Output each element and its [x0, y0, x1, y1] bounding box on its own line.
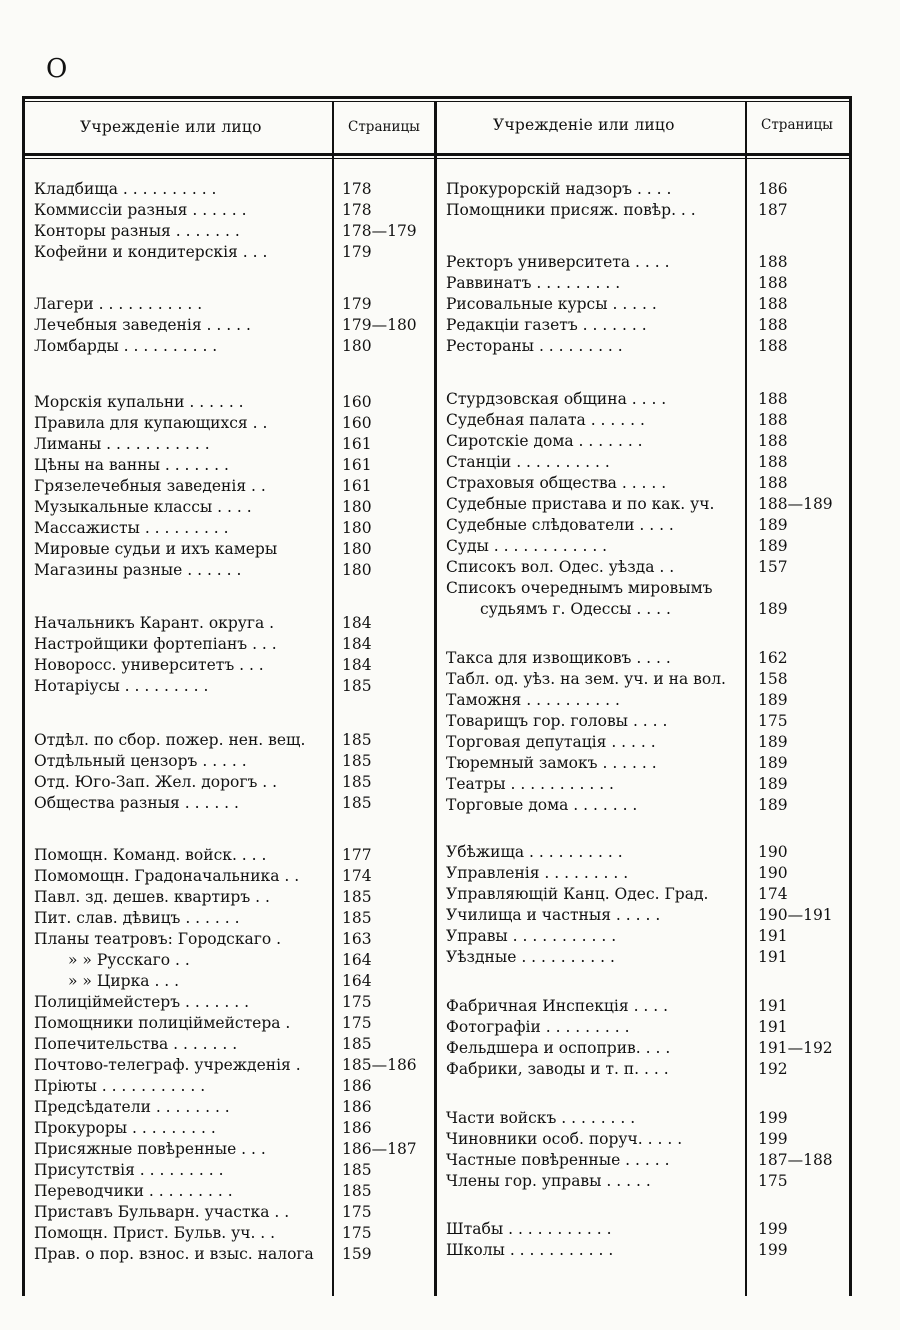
entry-pages: 191 [758, 927, 788, 945]
entry-pages: 190 [758, 864, 788, 882]
entry-name: Управляющій Канц. Одес. Град. [446, 885, 709, 903]
entry-pages: 192 [758, 1060, 788, 1078]
entry-name: Присутствія . . . . . . . . . [34, 1161, 224, 1179]
entry-name: Судебные пристава и по как. уч. [446, 495, 715, 513]
entry-pages: 188 [758, 337, 788, 355]
entry-name: Торговые дома . . . . . . . [446, 796, 638, 814]
entry-pages: 199 [758, 1130, 788, 1148]
entry-name: Уѣздные . . . . . . . . . . [446, 948, 615, 966]
entry-pages: 189 [758, 691, 788, 709]
entry-name: Помощн. Прист. Бульв. уч. . . [34, 1224, 276, 1242]
entry-pages: 185 [342, 909, 372, 927]
entry-pages: 191 [758, 948, 788, 966]
entry-name: Училища и частныя . . . . . [446, 906, 661, 924]
entry-pages: 175 [758, 1172, 788, 1190]
entry-name: Мировые судьи и ихъ камеры [34, 540, 278, 558]
entry-pages: 185 [342, 888, 372, 906]
entry-name: Помощн. Команд. войск. . . . [34, 846, 267, 864]
entry-name: Полицiймейстеръ . . . . . . . [34, 993, 250, 1011]
entry-name: Такса для извощиковъ . . . . [446, 649, 671, 667]
entry-pages: 185—186 [342, 1056, 417, 1074]
entry-pages: 199 [758, 1109, 788, 1127]
entry-name: Нотаріусы . . . . . . . . . [34, 677, 209, 695]
entry-name: Отдѣльный цензоръ . . . . . [34, 752, 247, 770]
entry-name: Тюремный замокъ . . . . . . [446, 754, 657, 772]
entry-pages: 157 [758, 558, 788, 576]
entry-pages: 180 [342, 337, 372, 355]
entry-name: Новоросс. университетъ . . . [34, 656, 264, 674]
entry-pages: 189 [758, 754, 788, 772]
entry-pages: 174 [342, 867, 372, 885]
column-divider-right-pages [745, 102, 747, 1296]
table-top-rule [22, 96, 852, 99]
header-bottom-rule [22, 153, 852, 156]
entry-name: Кладбища . . . . . . . . . . [34, 180, 217, 198]
entry-name: Сиротскіе дома . . . . . . . [446, 432, 643, 450]
entry-pages: 190—191 [758, 906, 833, 924]
entry-pages: 180 [342, 498, 372, 516]
entry-pages: 187—188 [758, 1151, 833, 1169]
entry-pages: 184 [342, 635, 372, 653]
entry-name: Штабы . . . . . . . . . . . [446, 1220, 612, 1238]
entry-name: Павл. зд. дешев. квартиръ . . [34, 888, 270, 906]
entry-pages: 158 [758, 670, 788, 688]
entry-pages: 179 [342, 295, 372, 313]
entry-pages: 199 [758, 1241, 788, 1259]
entry-name: Станціи . . . . . . . . . . [446, 453, 610, 471]
entry-name: Товарищъ гор. головы . . . . [446, 712, 668, 730]
entry-pages: 189 [758, 537, 788, 555]
entry-pages: 188 [758, 316, 788, 334]
entry-name: Таможня . . . . . . . . . . [446, 691, 620, 709]
entry-pages: 188 [758, 274, 788, 292]
entry-pages: 186 [758, 180, 788, 198]
entry-name: Частные повѣренные . . . . . [446, 1151, 670, 1169]
header-institution-right: Учрежденіе или лицо [493, 116, 675, 134]
entry-pages: 178 [342, 201, 372, 219]
entry-name: Грязелечебныя заведенія . . [34, 477, 266, 495]
entry-pages: 159 [342, 1245, 372, 1263]
entry-name: Рестораны . . . . . . . . . [446, 337, 623, 355]
entry-pages: 178—179 [342, 222, 417, 240]
entry-name: Театры . . . . . . . . . . . [446, 775, 614, 793]
entry-name: Лагери . . . . . . . . . . . [34, 295, 203, 313]
entry-name: Помощники присяж. повѣр. . . [446, 201, 696, 219]
entry-name: Прав. о пор. взнос. и взыс. налога [34, 1245, 314, 1263]
entry-name: Убѣжища . . . . . . . . . . [446, 843, 623, 861]
entry-pages: 164 [342, 972, 372, 990]
entry-name: Прокуроры . . . . . . . . . [34, 1119, 216, 1137]
entry-name: Коммиссіи разныя . . . . . . [34, 201, 247, 219]
table-right-border [849, 96, 852, 1296]
entry-name: Музыкальные классы . . . . [34, 498, 252, 516]
entry-pages: 175 [758, 712, 788, 730]
entry-name: Кофейни и кондитерскія . . . [34, 243, 268, 261]
page-marker: O [46, 54, 68, 84]
entry-pages: 164 [342, 951, 372, 969]
entry-pages: 188 [758, 411, 788, 429]
entry-pages: 185 [342, 1035, 372, 1053]
entry-pages: 160 [342, 393, 372, 411]
entry-name: Ломбарды . . . . . . . . . . [34, 337, 218, 355]
entry-pages: 161 [342, 456, 372, 474]
entry-pages: 160 [342, 414, 372, 432]
entry-pages: 189 [758, 600, 788, 618]
entry-name: Конторы разныя . . . . . . . [34, 222, 240, 240]
entry-name: Магазины разные . . . . . . [34, 561, 242, 579]
entry-pages: 174 [758, 885, 788, 903]
entry-name: Присяжные повѣренные . . . [34, 1140, 266, 1158]
header-bottom-rule-thin [22, 158, 852, 159]
entry-name: Планы театровъ: Городскаго . [34, 930, 282, 948]
entry-name: Прокурорскій надзоръ . . . . [446, 180, 672, 198]
entry-pages: 178 [342, 180, 372, 198]
entry-pages: 180 [342, 561, 372, 579]
entry-name: Табл. од. уѣз. на зем. уч. и на вол. [446, 670, 726, 688]
entry-name: Судебная палата . . . . . . [446, 411, 645, 429]
entry-name: Морскія купальни . . . . . . [34, 393, 244, 411]
entry-name: Торговая депутація . . . . . [446, 733, 656, 751]
entry-pages: 180 [342, 519, 372, 537]
entry-name: Стурдзовская община . . . . [446, 390, 667, 408]
entry-pages: 191 [758, 1018, 788, 1036]
entry-name: Управленія . . . . . . . . . [446, 864, 629, 882]
entry-name: Фабричная Инспекція . . . . [446, 997, 669, 1015]
entry-pages: 161 [342, 435, 372, 453]
entry-pages: 186 [342, 1077, 372, 1095]
entry-name: Переводчики . . . . . . . . . [34, 1182, 233, 1200]
entry-pages: 185 [342, 1182, 372, 1200]
entry-pages: 189 [758, 516, 788, 534]
entry-pages: 179—180 [342, 316, 417, 334]
header-pages-left: Страницы [348, 119, 420, 135]
entry-name: Пріюты . . . . . . . . . . . [34, 1077, 206, 1095]
table-left-border [22, 96, 25, 1296]
entry-pages: 161 [342, 477, 372, 495]
entry-name: Управы . . . . . . . . . . . [446, 927, 617, 945]
entry-pages: 179 [342, 243, 372, 261]
entry-pages: 185 [342, 773, 372, 791]
entry-name: Приставъ Бульварн. участка . . [34, 1203, 290, 1221]
entry-pages: 188 [758, 295, 788, 313]
entry-name: Пит. слав. дѣвицъ . . . . . . [34, 909, 240, 927]
entry-pages: 186 [342, 1098, 372, 1116]
entry-pages: 162 [758, 649, 788, 667]
entry-pages: 189 [758, 775, 788, 793]
entry-name: » » Русскаго . . [68, 951, 190, 969]
entry-pages: 175 [342, 1014, 372, 1032]
entry-pages: 187 [758, 201, 788, 219]
entry-name: Страховыя общества . . . . . [446, 474, 667, 492]
entry-name: Начальникъ Карант. округа . [34, 614, 275, 632]
entry-pages: 188—189 [758, 495, 833, 513]
entry-pages: 163 [342, 930, 372, 948]
entry-pages: 188 [758, 432, 788, 450]
entry-pages: 188 [758, 390, 788, 408]
entry-name: Настройщики фортепіанъ . . . [34, 635, 277, 653]
entry-name: Чиновники особ. поруч. . . . . [446, 1130, 683, 1148]
entry-pages: 191—192 [758, 1039, 833, 1057]
entry-pages: 185 [342, 752, 372, 770]
entry-name: Фотографіи . . . . . . . . . [446, 1018, 630, 1036]
entry-name: » » Цирка . . . [68, 972, 180, 990]
entry-name: Помомощн. Градоначальника . . [34, 867, 300, 885]
entry-name: Цѣны на ванны . . . . . . . [34, 456, 229, 474]
entry-name: Суды . . . . . . . . . . . . [446, 537, 608, 555]
entry-pages: 189 [758, 796, 788, 814]
table-top-rule-thin [22, 101, 852, 102]
entry-name: Правила для купающихся . . [34, 414, 268, 432]
entry-name: Почтово-телеграф. учрежденія . [34, 1056, 301, 1074]
header-pages-right: Страницы [761, 117, 833, 133]
entry-name: Отдѣл. по сбор. пожер. нен. вещ. [34, 731, 306, 749]
entry-name: Школы . . . . . . . . . . . [446, 1241, 614, 1259]
entry-pages: 184 [342, 656, 372, 674]
entry-name: Части войскъ . . . . . . . . [446, 1109, 636, 1127]
entry-name: Предсѣдатели . . . . . . . . [34, 1098, 230, 1116]
entry-pages: 185 [342, 677, 372, 695]
entry-pages: 189 [758, 733, 788, 751]
entry-pages: 185 [342, 731, 372, 749]
entry-pages: 185 [342, 794, 372, 812]
entry-name: Фельдшера и оспоприв. . . . [446, 1039, 671, 1057]
entry-name: Общества разныя . . . . . . [34, 794, 239, 812]
entry-name: Рисовальные курсы . . . . . [446, 295, 657, 313]
entry-pages: 175 [342, 993, 372, 1011]
entry-pages: 190 [758, 843, 788, 861]
entry-name: Лиманы . . . . . . . . . . . [34, 435, 210, 453]
entry-pages: 188 [758, 453, 788, 471]
entry-pages: 186—187 [342, 1140, 417, 1158]
entry-pages: 175 [342, 1224, 372, 1242]
entry-name: Списокъ вол. Одес. уѣзда . . [446, 558, 675, 576]
entry-name: Списокъ очереднымъ мировымъ [446, 579, 713, 597]
header-institution-left: Учрежденіе или лицо [80, 118, 262, 136]
entry-name: Помощники полицiймейстера . [34, 1014, 291, 1032]
entry-pages: 199 [758, 1220, 788, 1238]
entry-pages: 185 [342, 1161, 372, 1179]
entry-name: Редакціи газетъ . . . . . . . [446, 316, 647, 334]
column-divider-center [434, 102, 437, 1296]
entry-pages: 191 [758, 997, 788, 1015]
entry-name: Фабрики, заводы и т. п. . . . [446, 1060, 669, 1078]
column-divider-left-pages [332, 102, 334, 1296]
entry-pages: 186 [342, 1119, 372, 1137]
entry-name: Раввинатъ . . . . . . . . . [446, 274, 621, 292]
entry-name: Попечительства . . . . . . . [34, 1035, 238, 1053]
entry-pages: 184 [342, 614, 372, 632]
entry-pages: 177 [342, 846, 372, 864]
entry-name: Судебные слѣдователи . . . . [446, 516, 674, 534]
entry-name: Ректоръ университета . . . . [446, 253, 670, 271]
entry-pages: 188 [758, 474, 788, 492]
entry-name: Лечебныя заведенія . . . . . [34, 316, 251, 334]
entry-pages: 188 [758, 253, 788, 271]
entry-name: Члены гор. управы . . . . . [446, 1172, 651, 1190]
entry-name: судьямъ г. Одессы . . . . [480, 600, 671, 618]
entry-name: Массажисты . . . . . . . . . [34, 519, 229, 537]
entry-pages: 175 [342, 1203, 372, 1221]
entry-pages: 180 [342, 540, 372, 558]
entry-name: Отд. Юго-Зап. Жел. дорогъ . . [34, 773, 278, 791]
